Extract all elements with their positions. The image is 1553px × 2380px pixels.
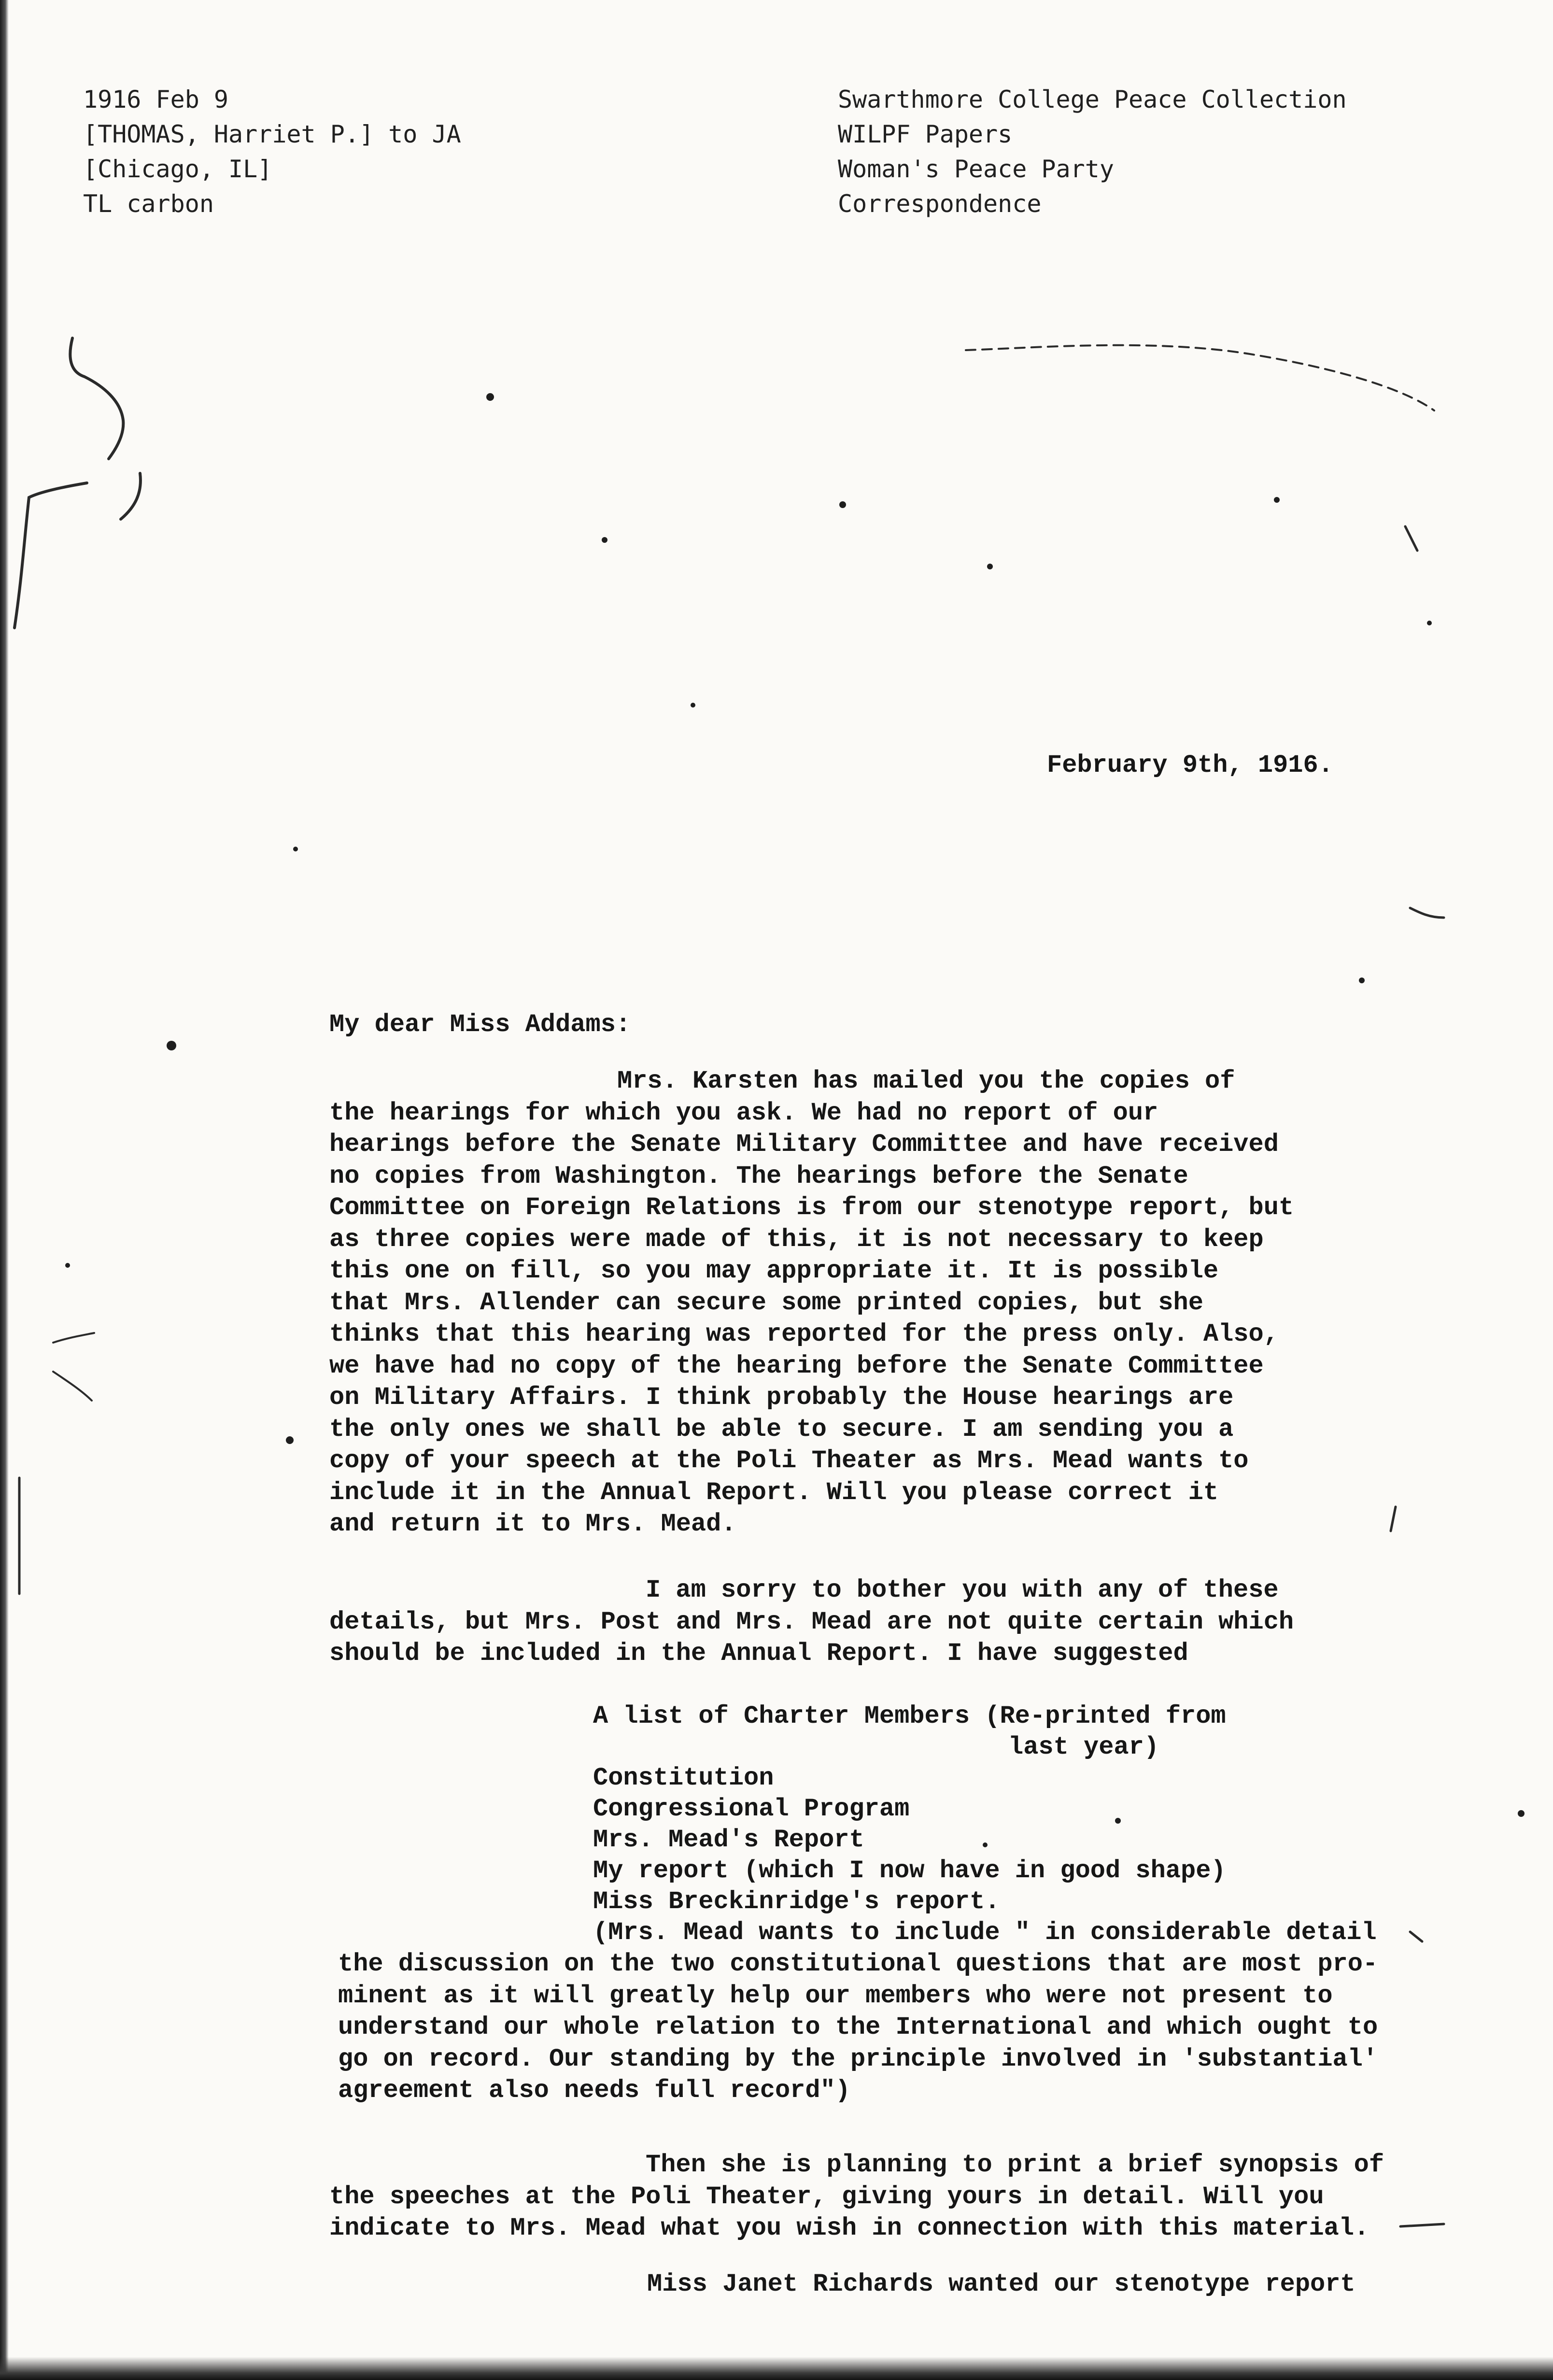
text-line: this one on fill, so you may appropriate it. It is possible: [329, 1257, 1219, 1285]
text-line: and return it to Mrs. Mead.: [329, 1510, 736, 1538]
text-line: indicate to Mrs. Mead what you wish in connection with this material.: [329, 2214, 1369, 2242]
text-line: copy of your speech at the Poli Theater as Mrs. Mead wants to: [329, 1446, 1249, 1475]
list-item: My report (which I now have in good shape): [593, 1856, 1226, 1885]
text-line: as three copies were made of this, it is not necessary to keep: [329, 1225, 1264, 1254]
page-shadow-bottom: [0, 2357, 1553, 2380]
text-line: the discussion on the two constitutional questions that are most pro-: [338, 1950, 1378, 1978]
text-line: the only ones we shall be able to secure. I am sending you a: [329, 1415, 1234, 1444]
text-line: go on record. Our standing by the principle involved in 'substantial': [338, 2044, 1378, 2073]
archive-header-right: [838, 82, 1347, 221]
text-line: Mrs. Karsten has mailed you the copies of: [617, 1067, 1235, 1095]
header-correspondents: [THOMAS, Harriet P.] to JA: [83, 120, 461, 148]
page-shadow-left: [0, 0, 9, 2380]
text-line: minent as it will greatly help our members who were not present to: [338, 1981, 1333, 2010]
text-line: the speeches at the Poli Theater, giving yours in detail. Will you: [329, 2182, 1324, 2211]
archive-header-left: [83, 82, 461, 221]
header-collection: Swarthmore College Peace Collection: [838, 85, 1347, 113]
header-folder: Correspondence: [838, 190, 1042, 218]
header-doc-type: TL carbon: [83, 190, 214, 218]
text-line: no copies from Washington. The hearings before the Senate: [329, 1162, 1188, 1190]
letter-paragraph-2: [329, 1574, 1294, 1670]
list-item: Miss Breckinridge's report.: [593, 1887, 1000, 1916]
text-line: Then she is planning to print a brief synopsis of: [646, 2151, 1384, 2179]
header-date: 1916 Feb 9: [83, 85, 229, 113]
list-item: A list of Charter Members (Re-printed from: [593, 1702, 1226, 1730]
list-item: Mrs. Mead's Report: [593, 1826, 864, 1854]
header-series: WILPF Papers: [838, 120, 1013, 148]
list-item: Congressional Program: [593, 1795, 910, 1823]
text-line: details, but Mrs. Post and Mrs. Mead are not quite certain which: [329, 1607, 1294, 1636]
text-line: that Mrs. Allender can secure some printed copies, but she: [329, 1288, 1203, 1317]
text-line: the hearings for which you ask. We had no report of our: [329, 1098, 1158, 1127]
text-line: understand our whole relation to the International and which ought to: [338, 2013, 1378, 2041]
text-line: thinks that this hearing was reported for the press only. Also,: [329, 1320, 1279, 1348]
list-item: (Mrs. Mead wants to include " in considerable detail: [593, 1918, 1377, 1947]
letter-paragraph-3: [329, 2149, 1384, 2244]
text-line: hearings before the Senate Military Committee and have received: [329, 1130, 1279, 1159]
text-line: agreement also needs full record"): [338, 2076, 850, 2105]
list-item: last year): [1008, 1733, 1159, 1761]
letter-final-line: Miss Janet Richards wanted our stenotype report: [647, 2270, 1355, 2298]
letter-date: February 9th, 1916.: [1047, 751, 1333, 779]
letter-paragraph-1: [329, 1065, 1294, 1540]
text-line: should be included in the Annual Report. I have suggested: [329, 1639, 1188, 1668]
letter-salutation: My dear Miss Addams:: [329, 1010, 631, 1039]
suggested-contents-list: [593, 1701, 1377, 1948]
text-line: we have had no copy of the hearing before the Senate Committee: [329, 1351, 1264, 1380]
text-line: include it in the Annual Report. Will you please correct it: [329, 1478, 1219, 1507]
header-subseries: Woman's Peace Party: [838, 155, 1114, 183]
header-place: [Chicago, IL]: [83, 155, 272, 183]
text-line: on Military Affairs. I think probably the House hearings are: [329, 1383, 1234, 1412]
list-item: Constitution: [593, 1764, 774, 1792]
text-line: I am sorry to bother you with any of these: [646, 1576, 1279, 1604]
text-line: Committee on Foreign Relations is from our stenotype report, but: [329, 1193, 1294, 1222]
list-continuation: [338, 1948, 1378, 2107]
